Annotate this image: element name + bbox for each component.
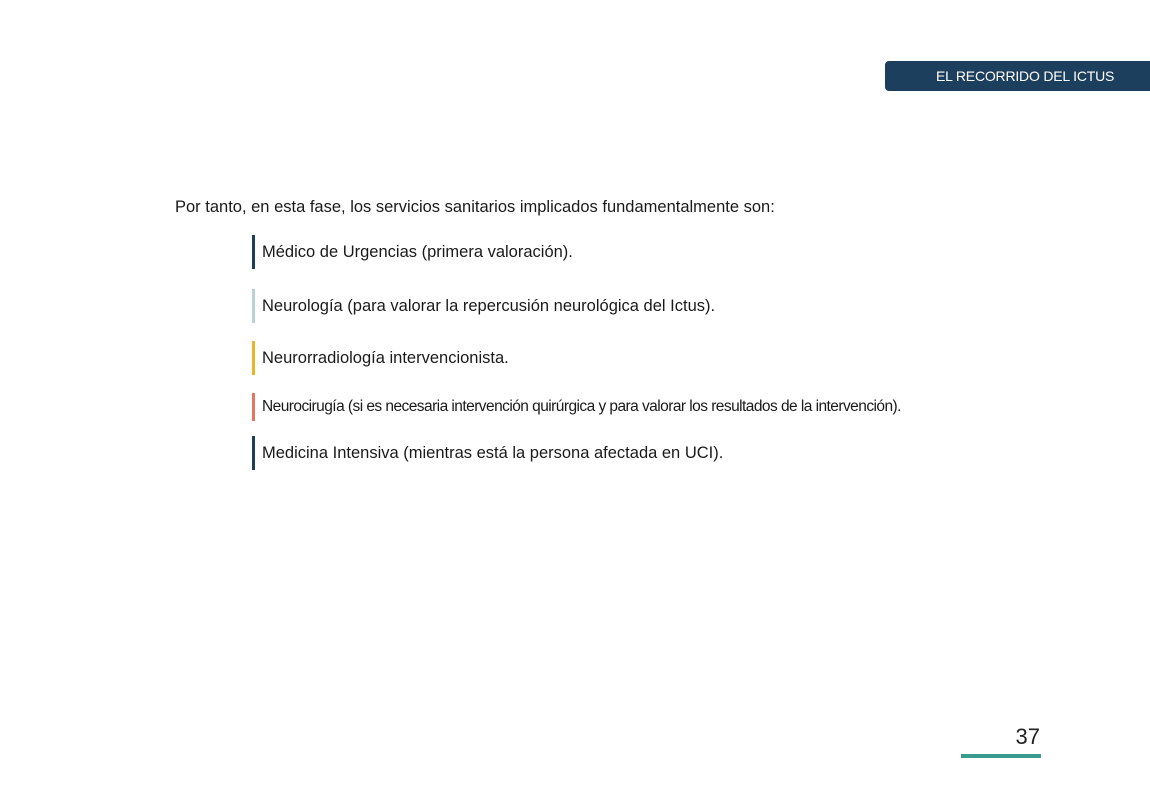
item-label: Medicina Intensiva (mientras está la persona afectada en UCI). — [262, 443, 724, 462]
intro-paragraph: Por tanto, en esta fase, los servicios sanitarios implicados fundamentalmente son: — [175, 198, 775, 216]
section-title: EL RECORRIDO DEL ICTUS — [936, 68, 1115, 84]
page-number-underline — [961, 754, 1041, 758]
item-label: Neurorradiología intervencionista. — [262, 348, 509, 367]
list-item — [252, 393, 901, 421]
list-item — [252, 289, 715, 323]
item-accent-bar — [252, 341, 255, 375]
list-item — [252, 341, 509, 375]
item-accent-bar — [252, 235, 255, 269]
page-number: 37 — [1015, 724, 1040, 749]
item-accent-bar — [252, 436, 255, 470]
item-label: Médico de Urgencias (primera valoración). — [262, 242, 573, 261]
section-header-tab — [885, 61, 1150, 91]
item-accent-bar — [252, 393, 255, 421]
item-label: Neurología (para valorar la repercusión neurológica del Ictus). — [262, 296, 716, 315]
list-item — [252, 235, 573, 269]
item-label: Neurocirugía (si es necesaria intervención quirúrgica y para valorar los resultados de la intervención). — [262, 398, 901, 415]
list-item — [252, 436, 723, 470]
item-accent-bar — [252, 289, 255, 323]
